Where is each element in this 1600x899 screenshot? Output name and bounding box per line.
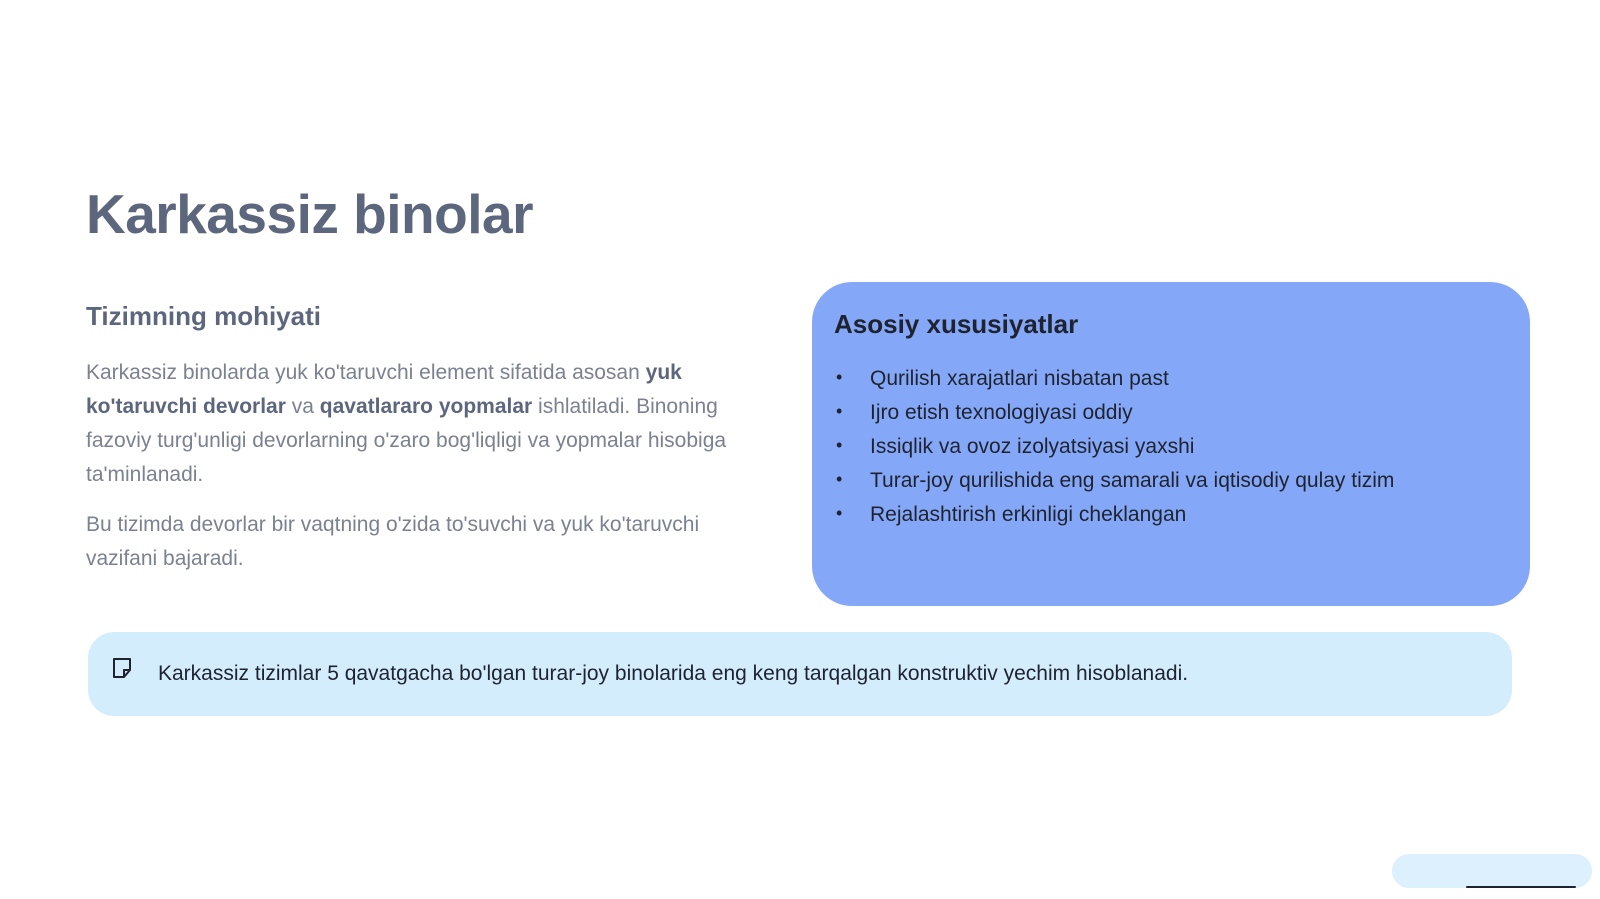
feature-item: [834, 464, 1508, 498]
highlight-load-bearing-walls: yuk ko'taruvchi devorlar: [86, 360, 682, 418]
bullet-icon: •: [836, 468, 843, 489]
feature-item: [834, 498, 1508, 532]
feature-text: Qurilish xarajatlari nisbatan past: [870, 366, 1169, 390]
section-heading: Tizimning mohiyati: [86, 301, 321, 331]
features-list: [834, 362, 1508, 532]
feature-item: [834, 362, 1508, 396]
bullet-icon: •: [836, 366, 843, 387]
system-essence-section: [86, 300, 776, 592]
callout-text: Karkassiz tizimlar 5 qavatgacha bo'lgan turar-joy binolarida eng keng tarqalgan konstruktiv yechim hisoblanadi.: [158, 662, 1189, 686]
bullet-icon: •: [836, 502, 843, 523]
bullet-icon: •: [836, 400, 843, 421]
key-features-card: [812, 282, 1530, 606]
sticky-note-icon: [110, 656, 134, 680]
highlight-floor-slabs: qavatlararo yopmalar: [319, 394, 533, 418]
features-title: Asosiy xususiyatlar: [834, 309, 1079, 339]
description-paragraph: [86, 356, 776, 492]
feature-text: Issiqlik va ovoz izolyatsiyasi yaxshi: [870, 434, 1195, 458]
corner-decoration-line: [1466, 886, 1576, 888]
slide-title: Karkassiz binolar: [86, 183, 533, 245]
description-text: Karkassiz binolarda yuk ko'taruvchi element sifatida asosan: [86, 360, 646, 384]
description-text: va: [285, 394, 320, 418]
secondary-paragraph: Bu tizimda devorlar bir vaqtning o'zida to'suvchi va yuk ko'taruvchi vazifani bajaradi.: [86, 512, 700, 570]
info-callout: [88, 632, 1512, 716]
feature-item: [834, 430, 1508, 464]
corner-decoration: [1392, 854, 1592, 888]
feature-text: Rejalashtirish erkinligi cheklangan: [870, 502, 1187, 526]
description-text: ishlatiladi. Binoning fazoviy turg'unligi devorlarning o'zaro bog'liqligi va yopmalar hisobiga ta'minlanadi.: [86, 394, 727, 486]
feature-text: Turar-joy qurilishida eng samarali va iqtisodiy qulay tizim: [870, 468, 1395, 492]
feature-item: [834, 396, 1508, 430]
feature-text: Ijro etish texnologiyasi oddiy: [870, 400, 1133, 424]
bullet-icon: •: [836, 434, 843, 455]
